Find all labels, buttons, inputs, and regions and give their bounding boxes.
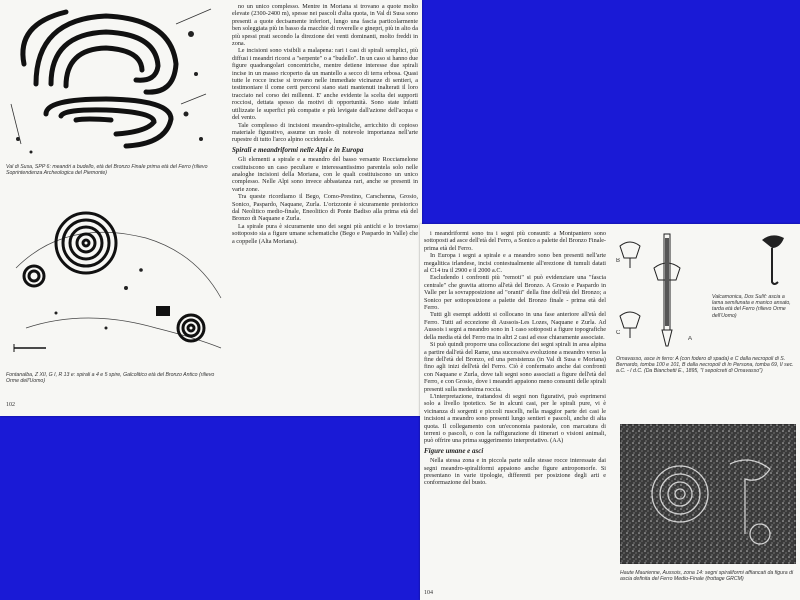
right-paragraph-6: L'interpretazione, trattandosi di segni non figurativi, può esprimersi solo a livello ipotetico. Se in alcuni casi, per le spirali pure, vi è vicinanza di sorgenti e piccoli ruscelli, nella maggior parte dei casi le incisioni a meandro sono presenti lungo sentieri e pascoli, anche di alta quota. Il collegamento con un'economia pastorale, con marcatura di terreni o pascoli, o con la raffigurazione di itinerari o visioni animali, può offrire una prima suggerimento interpretativo. (AA) bbox=[424, 392, 606, 445]
meander-engraving-figure bbox=[6, 4, 214, 160]
right-section-heading: Figure umane e asci bbox=[424, 446, 484, 455]
caption-meander-figure: Val di Susa, SPP 6: meandri a budello, età del Bronzo Finale prima età del Ferro (rilievo Soprintendenza Archeologica del Piemonte) bbox=[6, 164, 208, 177]
left-text-column bbox=[232, 3, 418, 411]
axe-label-a: A bbox=[688, 336, 693, 342]
left-section-paragraph-3: La spirale pura è sicuramente uno dei segni più antichi e lo troviamo sottoposto sia a figure umane schematiche (Bego e Paspardo in Valle) che a coppelle (Alta Moriana). bbox=[232, 222, 418, 245]
spiral-engraving-figure bbox=[6, 198, 228, 354]
axe-label-b: B bbox=[616, 258, 621, 264]
dos-sulif-axe-drawing bbox=[756, 230, 796, 290]
left-section-paragraph-2: Tra queste ricordiamo il Bego, Como-Prestino, Carschenna, Grosio, Sonico, Paspardo, Naquane, Zurla. L'orizzonte è sicuramente preistorico dal Neolitico medio-finale, Eneolitico di Ponte Badiso alla prima età del Bronzo di Naquane e Zurla. bbox=[232, 193, 418, 223]
right-book-page bbox=[420, 224, 800, 600]
page-number-left: 102 bbox=[6, 402, 15, 408]
right-paragraph-1: i meandriformi sono tra i segni più consunti: a Montpantero sono sottoposti ad asce dell'età del Ferro, a Sonico a palette del Bronzo Finale-prima età del Ferro. bbox=[424, 230, 606, 252]
caption-dos-sulif: Valcamonica, Dos Sulìf: ascia a lama semilunata e manico ansato, tarda età del Ferro (rilievo Orme dell'Uomo) bbox=[712, 294, 791, 319]
caption-frottage: Haute Maurienne, Aussois, zona 14: segni spiraliformi affiancati da figura di ascia definita del Ferro Medio-Finale (frottage GRCM) bbox=[620, 570, 794, 583]
left-paragraph-1: no un unico complesso. Mentre in Moriana si trovano a quote molto elevate (2300-2400 m), spesse nei pascoli d'alta quota, in Val di Susa sono presenti a quote decisamente inferiori, lungo una fascia particolarmente ben soleggiata più in basso da macchie di roverelle e ginepri, più in alto da più spessi prati secondo la direzione dei venti dominanti, molto freddi in zona. bbox=[232, 3, 418, 48]
right-paragraph-3: Escludendo i confronti più "remoti" si può evidenziare una "fascia centrale" che gravita attorno all'età del Bronzo. A Grosio e Paspardo in Valle per la sovrapposizione ad "oranti" della fine dell'età del Bronzo; a Sonico per sottoposizione a palette del Bronzo finale - prima età del Ferro. bbox=[424, 274, 606, 312]
right-paragraph-5: Si può quindi proporre una collocazione dei segni spirali in area alpina a partire dall'età del Rame, una successiva evoluzione a meandro verso la fine dell'età del Bronzo, ed una persistenza (in Val di Susa e Moriana) fino agli inizi dell'età del Ferro. Ciò è confermato anche dai confronti con Naquane e Zurla, dove tali segni sono associati a figure dell'età del Ferro, e con Grosio, dove i meandri appaiono meno consunti delle spirali presenti sulla medesima roccia. bbox=[424, 341, 606, 393]
right-paragraph-2: In Europa i segni a spirale e a meandro sono ben presenti nell'arte megalitica irlandese, incisi contestualmente all'erezione di tumuli datati al C14 tra il 2900 e il 2000 a.C. bbox=[424, 252, 606, 275]
left-section-heading: Spirali e meandriformi nelle Alpi e in Europa bbox=[232, 145, 364, 154]
axe-label-c: C bbox=[616, 330, 621, 336]
left-section-paragraph-1: Gli elementi a spirale e a meandro del basso versante Rocciamelone costituiscono un caso peculiare e interessantissimo parentela solo nelle analoghe incisioni della Moriana, con le quali costituiscono un unico complesso. Nelle Alpi sono invece abbastanza rari, anche se presenti in varie zone. bbox=[232, 156, 418, 193]
right-text-column bbox=[424, 230, 606, 588]
left-book-page bbox=[0, 0, 422, 416]
caption-ornavasso-axes: Ornavasso, asce in ferro: A (con fodero di spada) e C dalla necropoli di S. Bernardo, tomba 100 e 101, B dalla necropoli di In Persona, tomba 69, II sec. a.C. - I d.C. (Da Bianchetti E., 1895, "I sepolcreti di Ornavasso") bbox=[616, 356, 794, 375]
frottage-image bbox=[620, 424, 796, 564]
caption-spiral-figure: Fontanalba, Z XII, G I, R 13 e: spirali a 4 e 5 spire, Galcolitico età del Bronzo Antico (rilievo Orme dell'Uomo) bbox=[6, 372, 215, 385]
page-number-right: 104 bbox=[424, 590, 433, 596]
iron-axes-drawing bbox=[612, 228, 712, 354]
left-paragraph-2: Le incisioni sono visibili a malapena: rari i casi di spirali semplici, più diffusi i meandri ricorsi a "serpente" o a "budello". In un caso si hanno due figure quadrangolari concentriche, mentre detiene interesse due spirali incise in un masso ricoperto da un mantello a secco di terra erbosa. Quasi tutte le rocce incise si trovano nelle immediate vicinanze di sentieri, a testimoniare il come certi percorsi siano stati mantenuti inalterati il loro tracciato nel corso dei millenni. E' anche evidente la scelta dei supporti rocciosi, dettata spesso da motivi di opportunità. Sono state infatti utilizzate le superfici più compatte e più levigate dall'azione dell'acqua e del vento. bbox=[232, 47, 418, 122]
left-paragraph-3: Tale complesso di incisioni meandro-spiraliche, arricchito di copioso materiale figurativo, assume un ruolo di notevole importanza nell'arte rupestre di tutto l'arco alpino occidentale. bbox=[232, 121, 418, 144]
right-paragraph-4: Tutti gli esempi addotti si collocano in una fase anteriore all'età del Ferro. Tutti ad eccezione di Aussois-Les Lozes, Naquane e Zurla. Ad Aussois i segni a meandro sono in 1 caso sottoposti a figure topografiche della media età del Ferro ma in altri 2 casi ad esse chiaramente associate. bbox=[424, 311, 606, 341]
right-section-paragraph-1: Nella stessa zona e in piccola parte sulle stesse rocce interessate dai segni meandro-spiraliformi appaiono anche figure antropomorfe. Si presentano in varie tipologie, differenti per posizione degli arti e conformazione del busto. bbox=[424, 457, 606, 487]
